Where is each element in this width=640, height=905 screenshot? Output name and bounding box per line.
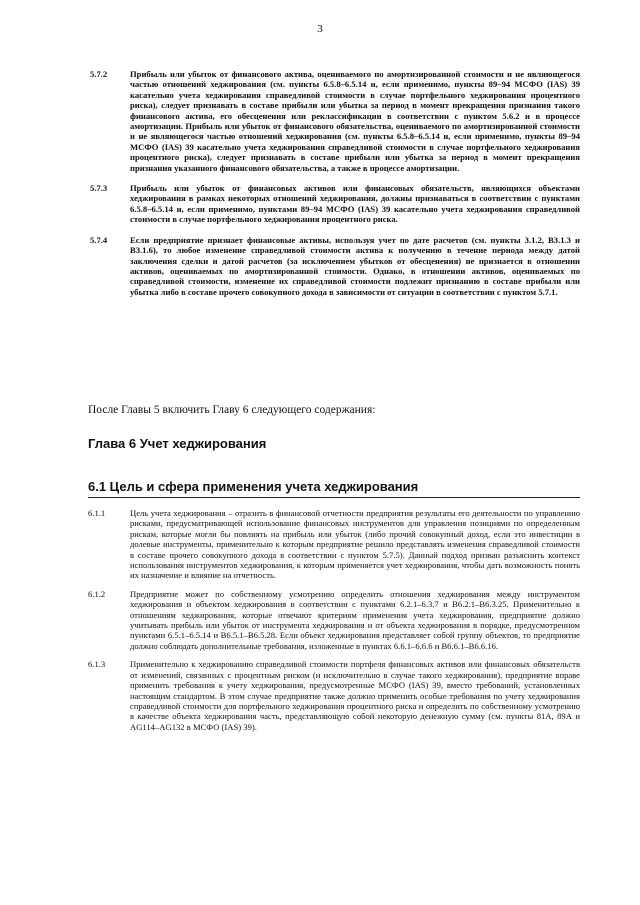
- paragraph-text: Прибыль или убыток от финансового актива, оцениваемого по амортизированной стоимости и не являющегося частью отношений хеджирования (см. пункты 6.5.8–6.5.14 и, если применимо, пункты 89–94 МСФО (IAS) 39 касательно учета хеджирования справедливой стоимости в случае портфельного хеджирования процентного риска), следует признавать в составе прибыли или убытка за период в момент прекращения признания такого финансового актива, его обесценения или реклассификации в соответствии с пунктом 5.6.2 и в процессе амортизации. Прибыль или убыток от финансового обязательства, оцениваемого по амортизированной стоимости и не являющегося частью отношений хеджирования (см. пункты 6.5.8–6.5.14 и, если применимо, пункты 89–94 МСФО (IAS) 39 касательно учета хеджирования справедливой стоимости в случае портфельного хеджирования процентного риска), следует признавать в составе прибыли или убытка за период в момент прекращения признания указанного финансового обязательства, а также в процессе амортизации.: [130, 69, 580, 173]
- paragraph: [82, 183, 580, 225]
- paragraph-number: 5.7.4: [90, 234, 108, 245]
- paragraph-number: 5.7.2: [90, 69, 108, 79]
- chapter-title: Глава 6 Учет хеджирования: [88, 436, 267, 451]
- section-paragraph-number: 6.1.3: [88, 659, 106, 670]
- section-title: 6.1 Цель и сфера применения учета хеджирования: [88, 479, 580, 498]
- paragraph-number: 5.7.3: [90, 183, 108, 194]
- insert-note: После Главы 5 включить Главу 6 следующего содержания:: [88, 404, 376, 416]
- section-paragraph-text: Цель учета хеджирования – отразить в финансовой отчетности предприятия результаты его деятельности по управлению рисками, предусматривающей использование финансовых инструментов для управления позициями по определенным рискам, которые могли бы повлиять на прибыль или убыток (либо прочий совокупный доход, если это инвестиции в долевые инструменты, применительно к которым предприятие решило представлять изменения справедливой стоимости в составе прочего совокупного дохода в соответствии с пунктом 5.7.5). Данный подход призван разъяснить контекст использования инструментов хеджирования, к которым применяется учет хеджирования, чтобы дать возможность понять их назначение и влияние на отчетность.: [130, 508, 580, 581]
- section-paragraph-number: 6.1.2: [88, 588, 106, 599]
- section-paragraph-text: Применительно к хеджированию справедливой стоимости портфеля финансовых активов или финансовых обязательств от изменений, связанных с процентным риском (и исключительно в случае такого хеджирования), предприятие вправе применить требования к учету хеджирования, предусмотренные МСФО (IAS) 39, вместо требований, установленных настоящим стандартом. В этом случае предприятие также должно применить особые требования по учету хеджирования справедливой стоимости для портфельного хеджирования процентного риска и определить по собственному усмотрению в качестве объекта хеджирования часть, представляющую собой некоторую денежную сумму (см. пункты 81А, 89А и AG114–AG132 в МСФО (IAS) 39).: [130, 659, 580, 732]
- section-paragraphs-block: [82, 508, 580, 740]
- page-number: 3: [317, 23, 323, 35]
- paragraphs-block: [82, 69, 580, 307]
- section-paragraph: [82, 589, 580, 651]
- paragraph-text: Прибыль или убыток от финансовых активов или финансовых обязательств, являющихся объектами хеджирования в рамках некоторых отношений хеджирования, должны признаваться в соответствии с пунктами 6.5.8–6.5.14 и, если применимо, пунктами 89–94 МСФО (IAS) 39 касательно учета хеджирования справедливой стоимости в случае портфельного хеджирования процентного риска.: [130, 183, 580, 225]
- section-paragraph-number: 6.1.1: [88, 508, 106, 518]
- paragraph: [82, 235, 580, 297]
- paragraph: [82, 69, 580, 173]
- section-paragraph: [82, 659, 580, 732]
- section-paragraph: [82, 508, 580, 581]
- paragraph-text: Если предприятие признает финансовые активы, используя учет по дате расчетов (см. пункты 3.1.2, В3.1.3 и В3.1.6), то любое изменение справедливой стоимости актива к получению в течение периода между датой заключения сделки и датой расчетов (за исключением убытков от обесценения) не признается в отношении активов, оцениваемых по амортизированной стоимости. Однако, в отношении активов, оцениваемых по справедливой стоимости, изменение их справедливой стоимости подлежит признанию в составе прибыли или убытка либо в составе прочего совокупного дохода в зависимости от ситуации в соответствии с пунктом 5.7.1.: [130, 234, 580, 297]
- section-paragraph-text: Предприятие может по собственному усмотрению определить отношения хеджирования между инструментом хеджирования и объектом хеджирования в соответствии с пунктами 6.2.1–6.3.7 и В6.2.1–В6.3.25. Применительно к отношениям хеджирования, которые отвечают критериям применения учета хеджирования, предприятие должно учитывать прибыль или убыток от инструмента хеджирования и от объекта хеджирования в порядке, предусмотренном пунктами 6.5.1–6.5.14 и В6.5.1–В6.5.28. Если объект хеджирования представляет собой группу объектов, то предприятие должно соблюдать дополнительные требования, изложенные в пунктах 6.6.1–6.6.6 и В6.6.1–В6.6.16.: [130, 588, 580, 651]
